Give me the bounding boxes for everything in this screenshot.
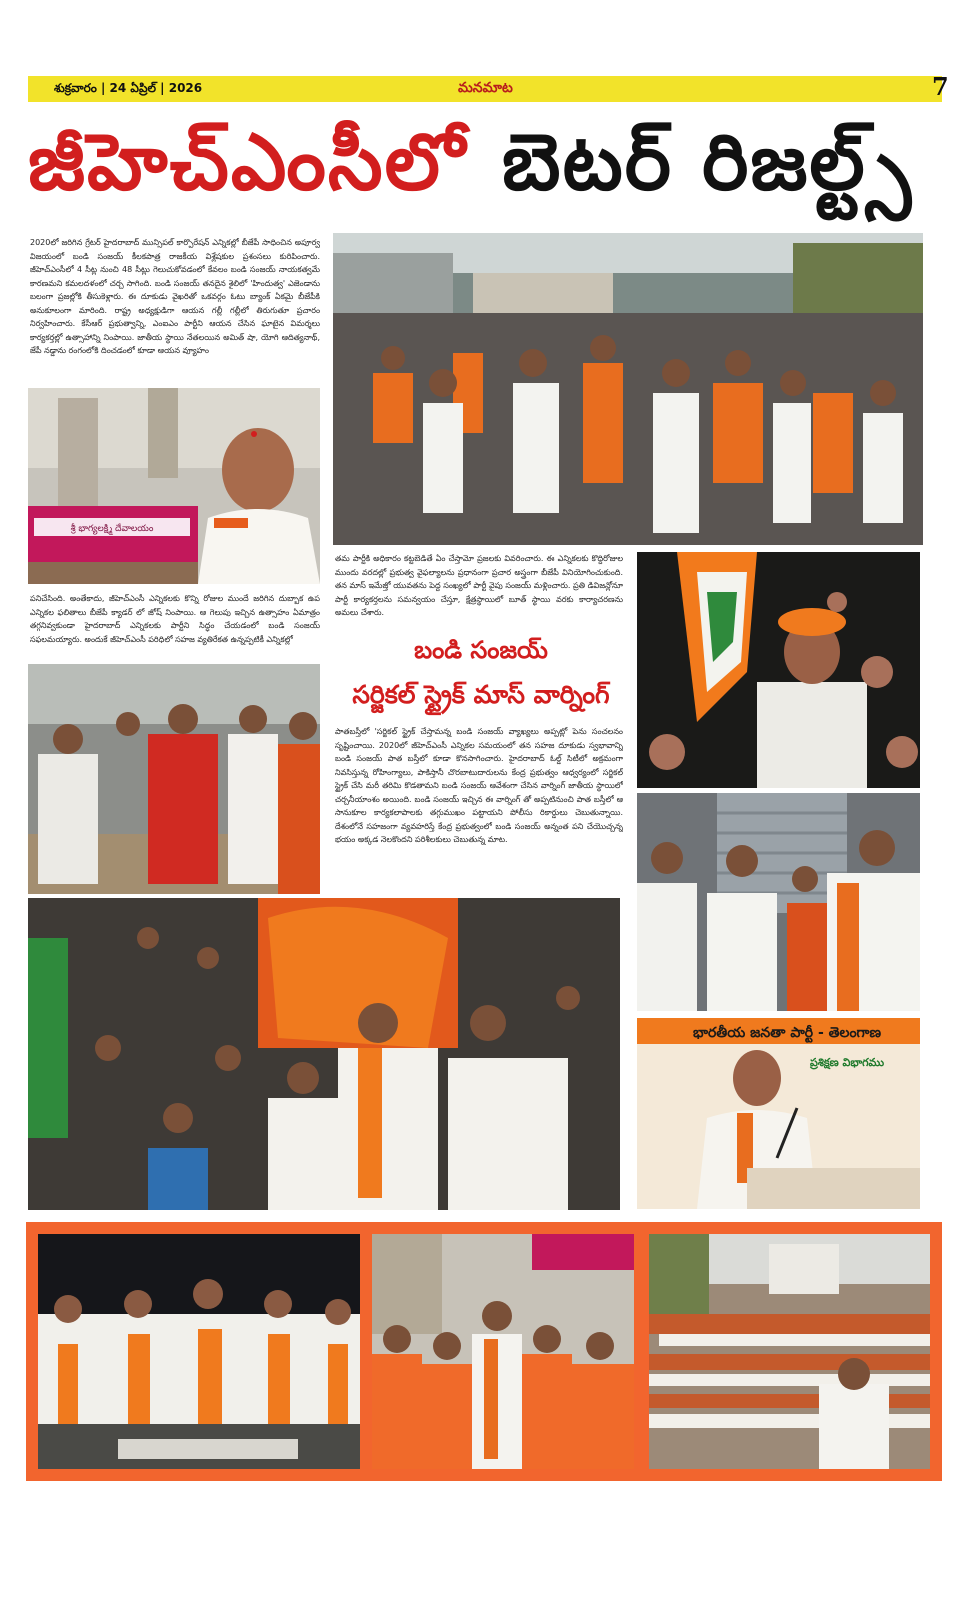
article-intro-continued: పనిచేసింది. అంతేకాదు, జీహెచ్ఎంసీ ఎన్నికలకు కొన్ని రోజుల ముందే జరిగిన దుబ్బాక ఉప ఎన్నికల ఫలితాలు బీజేపీ క్యాడర్ లో జోష్ నింపాయి. ఆ గెలుపు ఇచ్చిన ఉత్సాహం ఏమాత్రం తగ్గనివ్వకుండా హైదరాబాద్ ఎన్నికలకు పార్టీని సిద్ధం చేయడంలో బండి సంజయ్ సఫలమయ్యారు. అందుకే జీహెచ్ఎంసీ పరిధిలో సహజ వ్యతిరేకత ఉన్నప్పటికీ ఎన్నికల్లో [30, 594, 320, 644]
headline-part-red: జీహెచ్ఎంసీలో [28, 118, 467, 208]
headline [28, 112, 942, 222]
headline-part-black: బెటర్ రిజల్ట్స్ [502, 118, 914, 208]
photo-handshake [637, 793, 920, 1011]
photo-street-crowd [649, 1234, 930, 1469]
stage-banner-subtext: ప్రశిక్షణ విభాగము [810, 1056, 884, 1069]
stage-banner-text: భారతీయ జనతా పార్టీ - తెలంగాణ [692, 1025, 882, 1041]
issue-date: శుక్రవారం | 24 ఏప్రిల్ | 2026 [54, 81, 203, 95]
masthead-band [28, 76, 942, 102]
photo-leader-rally [28, 898, 620, 1210]
photo-vehicle-procession [38, 1234, 360, 1469]
article-campaign-text: తమ పార్టీకి అధికారం కట్టబెడితే ఏం చేస్తామో ప్రజలకు వివరించారు. ఈ ఎన్నికలకు కొద్దిరోజుల ముందు వరదల్లో ప్రభుత్వ వైఫల్యాలను ప్రధానంగా ప్రచార అస్త్రంగా బీజేపీ వినియోగించుకుంది. తన మాస్ ఇమేజ్తో యువతను పెద్ద సంఖ్యలో పార్టీ వైపు సంజయ్ మళ్లించారు. ప్రతి డివిజన్లోనూ పార్టీ కార్యకర్తలను సమన్వయం చేస్తూ, క్షేత్రస్థాయిలో బూత్ స్థాయి వరకు కార్యాచరణను అమలు చేశారు. [335, 554, 623, 617]
newspaper-name: మనమాట [458, 80, 513, 96]
photo-stage-speech [637, 1018, 920, 1209]
bottom-photo-strip [26, 1222, 942, 1481]
photo-leader-charminar [28, 388, 320, 584]
photo-women-group [372, 1234, 634, 1469]
page-number: 7 [932, 72, 949, 101]
photo-night-rally [637, 552, 920, 788]
subheading-warning: సర్జికల్ స్ట్రైక్ మాస్ వార్నింగ్ [352, 680, 610, 709]
article-surgical-strike-text: పాతబస్తీలో 'సర్జికల్ స్ట్రైక్ చేస్తామన్న బండి సంజయ్ వ్యాఖ్యలు అప్పట్లో పెను సంచలనం సృష్టించాయి. 2020లో జీహెచ్ఎంసీ ఎన్నికల సమయంలో తన సహజ దూకుడు స్వభావాన్ని బండి సంజయ్ పాత బస్తీలో కూడా కొనసాగించారు. హైదరాబాద్ ఓల్డ్ సిటీలో అక్రమంగా నివసిస్తున్న రోహింగ్యాలు, పాకిస్తానీ చొరబాటుదారులను కేంద్ర ప్రభుత్వం ఆధ్వర్యంలో సర్జికల్ స్ట్రైక్ చేసి మరీ తరిమి కొడతామని బండి సంజయ్ ఆవేశంగా చేసిన వార్నింగ్ జాతీయ స్థాయిలో చర్చనీయాంశం అయింది. బండి సంజయ్ ఇచ్చిన ఈ వార్నింగ్ తో అప్పటినుంచి పాత బస్తీలో ఆ సానుకూల కార్యకలాపాలకు తగ్గుముఖం పట్టాయని పోలీసు రికార్డులు చెబుతున్నాయి. దేశంలోనే సహజంగా వ్యవహరిస్తే కేంద్ర ప్రభుత్వంలో బండి సంజయ్ అన్నంత పని చేయొచ్చన్న భయం అక్కడ నెలకొందని పరిశీలకులు చెబుతున్న మాట. [335, 727, 623, 844]
temple-banner-text: శ్రీ భాగ్యలక్ష్మి దేవాలయం [70, 524, 154, 534]
article-intro-text: 2020లో జరిగిన గ్రేటర్ హైదరాబాద్ మున్సిపల్ కార్పొరేషన్ ఎన్నికల్లో బీజేపీ సాధించిన అపూర్వ విజయంలో బండి సంజయ్ కీలకపాత్ర రాజకీయ విశ్లేషకుల ప్రశంసలు కురిపించారు. జీహెచ్ఎంసీలో 4 సీట్ల నుంచి 48 సీట్లు గెలుచుకోవడంలో కేవలం బండి సంజయ్ నాయకత్వమే కారణమని కమలదళంలో చర్చ సాగింది. బండి సంజయ్ తనదైన శైలిలో 'హిందుత్వ' ఎజెండాను బలంగా ప్రజల్లోకి తీసుకెళ్లారు. ఈ దూకుడు వైఖరితో ఒకవర్గం ఓటు బ్యాంక్ ఏకమై బీజేపీకి అనుకూలంగా మారింది. రాష్ట్ర అధ్యక్షుడిగా ఆయన గల్లీ గల్లీలో తిరుగుతూ ప్రచారం నిర్వహించారు. కేసీఆర్ ప్రభుత్వాన్ని, ఎంఐఎం పార్టీని ఆయన చేసిన ఘాటైన విమర్శలు కార్యకర్తల్లో ఉత్సాహాన్ని నింపాయి. జాతీయ స్థాయి నేతలయిన అమిత్ షా, యోగి ఆదిత్యనాథ్, జేపీ నడ్డాను రంగంలోకి దించడంలో కూడా ఆయన వ్యూహం [30, 238, 320, 355]
subheading-name: బండి సంజయ్ [414, 636, 548, 664]
photo-rally-crowd [333, 233, 923, 545]
photo-leader-welcome [28, 664, 320, 894]
